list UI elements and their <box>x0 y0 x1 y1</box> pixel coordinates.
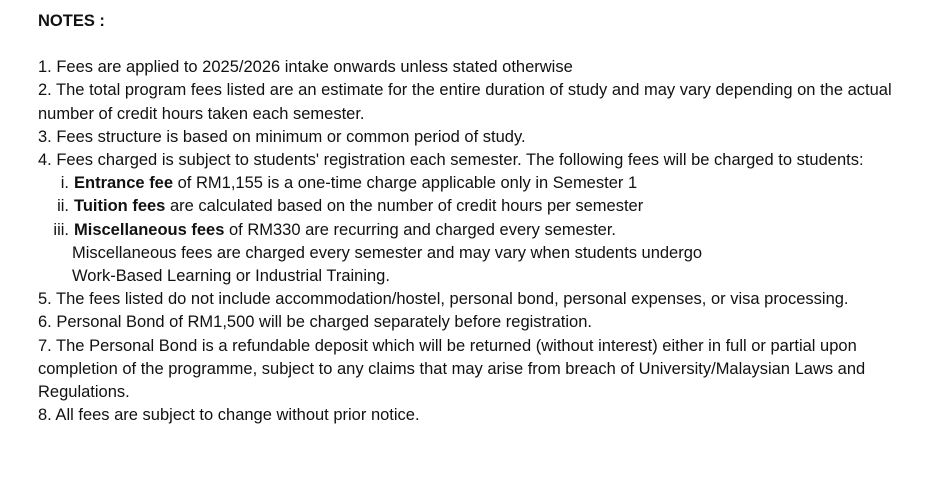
subitem-bold-label: Entrance fee <box>74 174 174 193</box>
note-item-2: 2. The total program fees listed are an estimate for the entire duration of study and may vary depending on the actual number of credit hours taken each semester. <box>38 81 892 123</box>
note-subitem-miscellaneous-fees <box>38 219 918 242</box>
misc-note-line-1: Miscellaneous fees are charged every semester and may vary when students undergo <box>72 243 703 262</box>
note-item-5: 5. The fees listed do not include accommodation/hostel, personal bond, personal expenses, or visa processing. <box>38 290 849 309</box>
subitem-number: ii. <box>57 197 69 216</box>
notes-title: NOTES : <box>38 12 105 30</box>
subitem-bold-label: Tuition fees <box>74 197 166 216</box>
note-subitem-entrance-fee <box>38 172 918 195</box>
note-item-6: 6. Personal Bond of RM1,500 will be charged separately before registration. <box>38 313 592 332</box>
subitem-description: are calculated based on the number of credit hours per semester <box>165 197 644 216</box>
note-item-4: 4. Fees charged is subject to students' registration each semester. The following fees will be charged to students: <box>38 151 864 170</box>
note-item-1: 1. Fees are applied to 2025/2026 intake onwards unless stated otherwise <box>38 58 573 77</box>
subitem-text <box>74 219 918 242</box>
subitem-number: i. <box>60 174 69 193</box>
subitem-bold-label: Miscellaneous fees <box>74 220 225 239</box>
subitem-text <box>74 172 918 195</box>
subitem-number: iii. <box>53 220 69 239</box>
note-item-3: 3. Fees structure is based on minimum or common period of study. <box>38 127 526 146</box>
notes-section <box>38 10 918 427</box>
note-subitem-tuition-fees <box>38 195 918 218</box>
note-item-8: 8. All fees are subject to change without prior notice. <box>38 406 420 425</box>
note-item-7: 7. The Personal Bond is a refundable deposit which will be returned (without interest) either in full or partial upon completion of the programme, subject to any claims that may arise from breach of University/Malaysian Laws and Regulations. <box>38 336 866 402</box>
subitem-description: of RM330 are recurring and charged every semester. <box>224 220 617 239</box>
subitem-description: of RM1,155 is a one-time charge applicable only in Semester 1 <box>173 174 638 193</box>
subitem-text <box>74 195 918 218</box>
misc-note-line-2: Work-Based Learning or Industrial Training. <box>72 267 390 286</box>
